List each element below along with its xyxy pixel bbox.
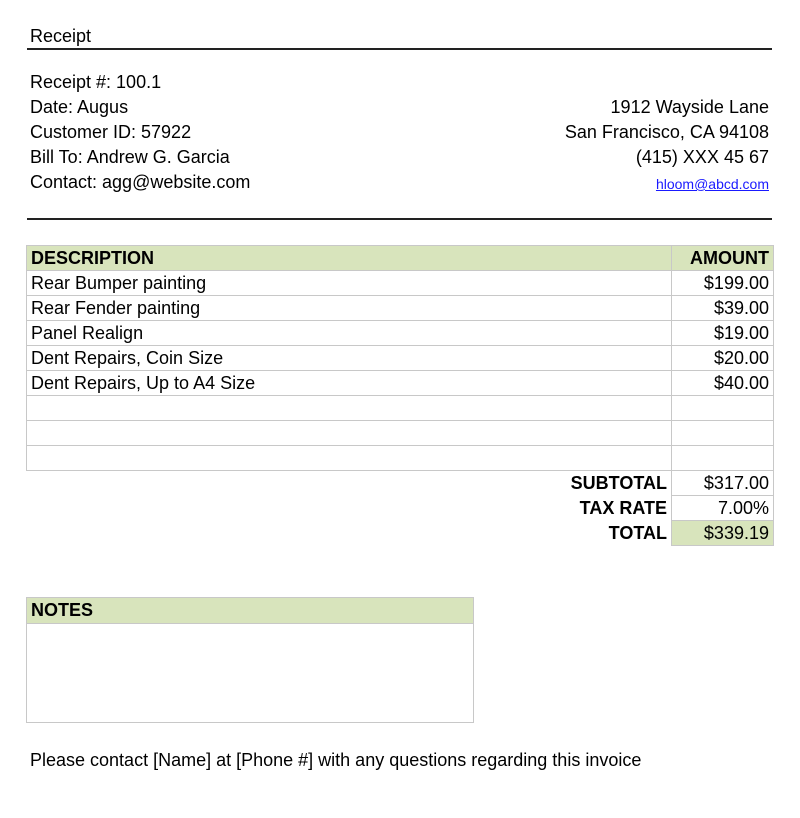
- total-label: TOTAL: [608, 522, 667, 543]
- row-description: Rear Bumper painting: [27, 271, 672, 296]
- row-description: Dent Repairs, Coin Size: [27, 346, 672, 371]
- bill-to: Bill To: Andrew G. Garcia: [30, 147, 230, 167]
- company-address-line2: San Francisco, CA 94108: [564, 122, 769, 142]
- table-row: [27, 346, 774, 371]
- row-amount: [672, 421, 774, 446]
- table-row: [27, 271, 774, 296]
- row-amount: $40.00: [672, 371, 774, 396]
- notes-header: NOTES: [27, 598, 473, 624]
- row-amount: $20.00: [672, 346, 774, 371]
- table-row: [27, 321, 774, 346]
- table-row: [27, 296, 774, 321]
- row-amount: $199.00: [672, 271, 774, 296]
- document-title: Receipt: [30, 26, 92, 46]
- subtotal-value: $317.00: [672, 471, 774, 496]
- row-description: [27, 446, 672, 471]
- table-row: [27, 446, 774, 471]
- tax-rate-value: 7.00%: [672, 496, 774, 521]
- company-phone: (415) XXX 45 67: [635, 147, 769, 167]
- row-amount: $19.00: [672, 321, 774, 346]
- receipt-number: Receipt #: 100.1: [30, 72, 162, 92]
- receipt-date: Date: Augus: [30, 97, 129, 117]
- items-table: [26, 245, 774, 546]
- tax-row: [27, 496, 774, 521]
- total-value: $339.19: [672, 521, 774, 546]
- info-divider: [27, 218, 772, 220]
- row-description: [27, 396, 672, 421]
- row-description: Dent Repairs, Up to A4 Size: [27, 371, 672, 396]
- total-row: [27, 521, 774, 546]
- contact-email: Contact: agg@website.com: [30, 172, 251, 192]
- tax-rate-label: TAX RATE: [579, 497, 667, 518]
- subtotal-row: [27, 471, 774, 496]
- company-email-link[interactable]: hloom@abcd.com: [655, 176, 769, 192]
- table-header-row: [27, 246, 774, 271]
- subtotal-label: SUBTOTAL: [570, 472, 667, 493]
- table-row: [27, 421, 774, 446]
- row-description: Rear Fender painting: [27, 296, 672, 321]
- table-row: [27, 396, 774, 421]
- notes-box: [26, 597, 474, 723]
- footer-contact-text: Please contact [Name] at [Phone #] with any questions regarding this invoice: [30, 750, 642, 770]
- row-amount: [672, 396, 774, 421]
- company-address-line1: 1912 Wayside Lane: [610, 97, 769, 117]
- customer-id: Customer ID: 57922: [30, 122, 192, 142]
- table-row: [27, 371, 774, 396]
- description-header: DESCRIPTION: [27, 246, 672, 271]
- row-description: Panel Realign: [27, 321, 672, 346]
- header-divider: [27, 48, 772, 50]
- row-amount: [672, 446, 774, 471]
- row-description: [27, 421, 672, 446]
- row-amount: $39.00: [672, 296, 774, 321]
- amount-header: AMOUNT: [672, 246, 774, 271]
